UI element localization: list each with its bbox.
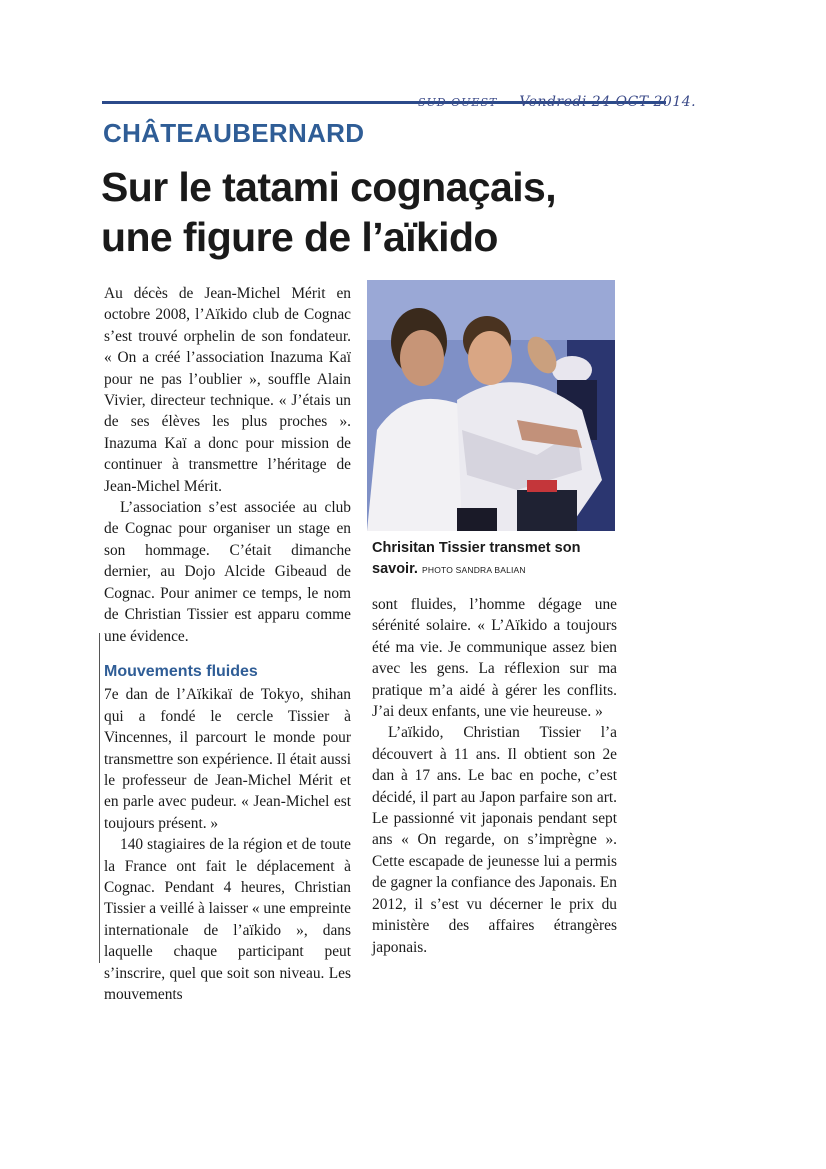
headline-line-2: une figure de l’aïkido [101,214,498,260]
article-photo [367,280,615,531]
article-column-2 [372,594,617,958]
article-rubric: CHÂTEAUBERNARD [103,118,365,148]
photo-illustration [367,280,615,531]
body-paragraph: 7e dan de l’Aïkikaï de Tokyo, shihan qui a fondé le cercle Tissier à Vincennes, il parcourt le monde pour transmettre son expérience. Il était aussi le professeur de Jean-Michel Mérit et en parle avec pudeur. « Jean-Michel est toujours présent. » [104,686,352,832]
photo-credit: PHOTO SANDRA BALIAN [421,565,526,575]
article-column-1 [104,283,351,1005]
body-paragraph: L’association s’est associée au club de Cognac pour organiser un stage en son hommage. C’était dimanche dernier, au Dojo Alcide Gibeaud de Cognac. Pour animer ce temps, le nom de Christian Tissier est apparu comme une évidence. [104,499,351,645]
headline-line-1: Sur le tatami cognaçais, [101,164,556,210]
body-paragraph: L’aïkido, Christian Tissier l’a découvert à 11 ans. Il obtient son 2e dan à 17 ans. Le bac en poche, c’est décidé, il part au Japon parfaire son art. Le passionné vit japonais pendant sept ans « On regarde, on s’imprègne ». Cette escapade de jeunesse lui a permis de gagner la confiance des Japonais. En 2012, il s’est vu décerner le prix du ministère des affaires étrangères japonais. [372,724,617,956]
column-margin-rule [99,633,100,963]
caption-text: Chrisitan Tissier transmet son savoir. [372,540,581,577]
section-subhead: Mouvements fluides [104,662,258,680]
body-paragraph: Au décès de Jean-Michel Mérit en octobre 2008, l’Aïkido club de Cognac s’est trouvé orphelin de son fondateur. « On a créé l’association Inazuma Kaï pour ne pas l’oublier », souffle Alain Vivier, directeur technique. « J’étais un de ses élèves les plus proches ». Inazuma Kaï a donc pour mission de continuer à transmettre l’héritage de Jean-Michel Mérit. [104,285,351,495]
body-paragraph: sont fluides, l’homme dégage une sérénité solaire. « L’Aïkido a toujours été ma vie. Je communique assez bien avec les gens. La réflexion sur ma pratique m’a aidé à gérer les conflits. J’ai deux enfants, une vie heureuse. » [372,596,617,721]
handwritten-date: Vendredi 24 OCT 2014. [519,94,697,110]
handwritten-clipping-note [418,94,696,110]
photo-caption [372,538,618,581]
body-paragraph: 140 stagiaires de la région et de toute la France ont fait le déplacement à Cognac. Pendant 4 heures, Christian Tissier a veillé à laisser « une empreinte internationale de l’aïkido », dans laquelle chaque participant peut s’inscrire, quel que soit son niveau. Les mouvements [104,836,351,1003]
article-headline [101,162,661,262]
handwritten-source: SUD OUEST [418,96,498,109]
